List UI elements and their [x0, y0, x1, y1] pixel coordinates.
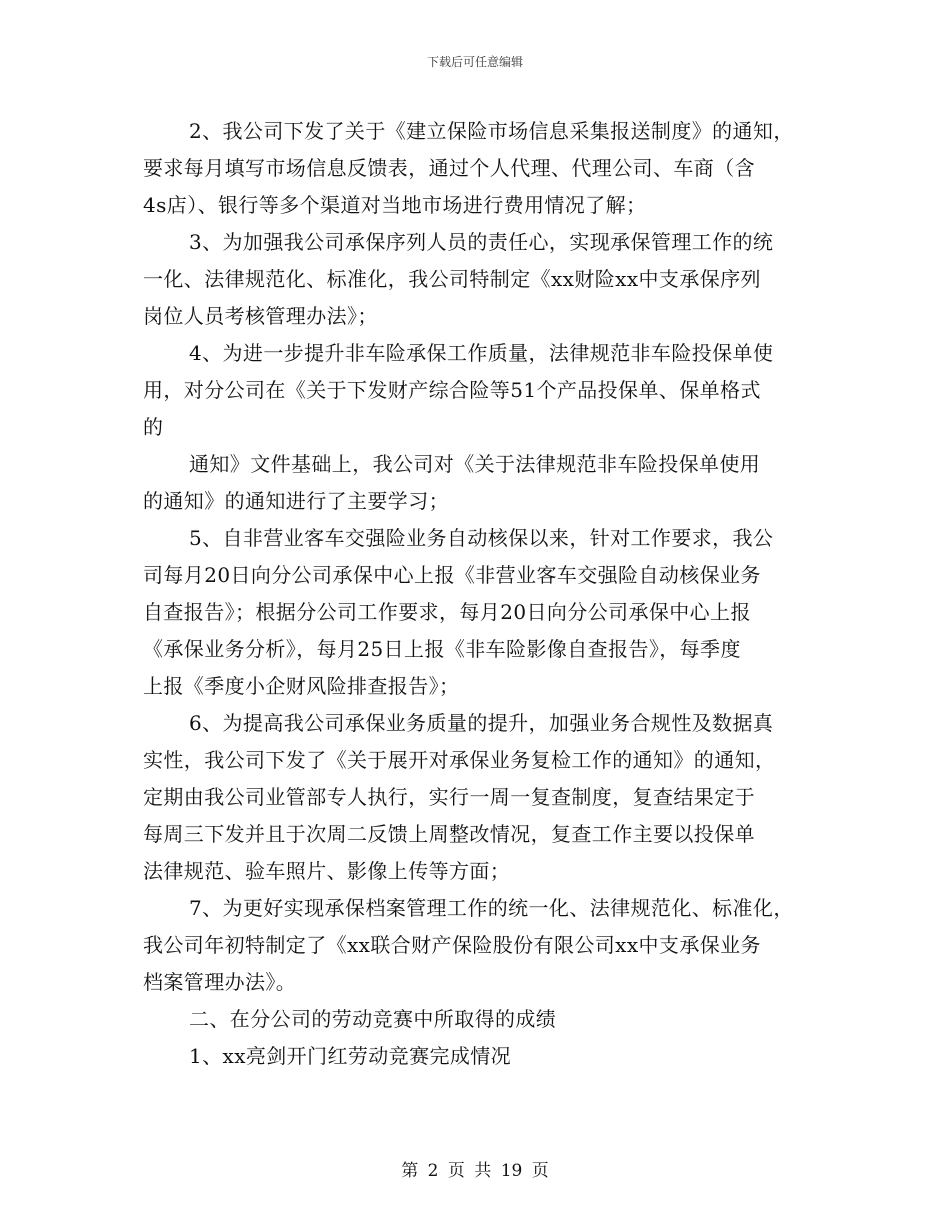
text-line: 4、为进一步提升非车险承保工作质量，法律规范非车险投保单使 [189, 341, 774, 365]
text-line: 4s店）、银行等多个渠道对当地市场进行费用情况了解； [143, 193, 647, 217]
text-line: 定期由我公司业管部专人执行，实行一周一复查制度，复查结果定于 [143, 785, 755, 809]
page-number: 第 2 页 共 19 页 [401, 1161, 549, 1181]
text-line: 档案管理办法》。 [143, 970, 297, 994]
text-line: 一化、法律规范化、标准化，我公司特制定《xx财险xx中支承保序列 [143, 267, 761, 291]
text-line: 上报《季度小企财风险排查报告》； [143, 674, 460, 698]
text-line: 岗位人员考核管理办法》； [143, 304, 378, 328]
text-line: 要求每月填写市场信息反馈表，通过个人代理、代理公司、车商（含 [143, 156, 755, 180]
text-line: 5、自非营业客车交强险业务自动核保以来，针对工作要求，我公 [189, 526, 774, 550]
text-line: 6、为提高我公司承保业务质量的提升，加强业务合规性及数据真 [189, 711, 774, 735]
text-line: 自查报告》；根据分公司工作要求，每月20日向分公司承保中心上报 [143, 600, 751, 624]
text-line: 用，对分公司在《关于下发财产综合险等51个产品投保单、保单格式 [143, 378, 761, 402]
text-line: 二、在分公司的劳动竞赛中所取得的成绩 [189, 1007, 557, 1031]
text-line: 通知》文件基础上，我公司对《关于法律规范非车险投保单使用 [189, 452, 761, 476]
text-line: 每周三下发并且于次周二反馈上周整改情况，复查工作主要以投保单 [143, 822, 755, 846]
text-line: 3、为加强我公司承保序列人员的责任心，实现承保管理工作的统 [189, 230, 774, 254]
text-line: 实性，我公司下发了《关于展开对承保业务复检工作的通知》的通知， [143, 748, 776, 772]
text-line: 《承保业务分析》，每月25日上报《非车险影像自查报告》，每季度 [143, 637, 741, 661]
document-body [143, 113, 823, 1075]
text-line: 我公司年初特制定了《xx联合财产保险股份有限公司xx中支承保业务 [143, 933, 761, 957]
page-header-note: 下载后可任意编辑 [426, 55, 523, 69]
text-line: 司每月20日向分公司承保中心上报《非营业客车交强险自动核保业务 [143, 563, 761, 587]
text-line: 法律规范、验车照片、影像上传等方面； [143, 859, 511, 883]
text-line: 1、xx亮剑开门红劳动竞赛完成情况 [189, 1044, 512, 1068]
text-line: 的通知》的通知进行了主要学习； [143, 489, 449, 513]
text-line: 7、为更好实现承保档案管理工作的统一化、法律规范化、标准化， [189, 896, 794, 920]
text-line: 的 [143, 415, 164, 439]
text-line: 2、我公司下发了关于《建立保险市场信息采集报送制度》的通知， [189, 119, 794, 143]
